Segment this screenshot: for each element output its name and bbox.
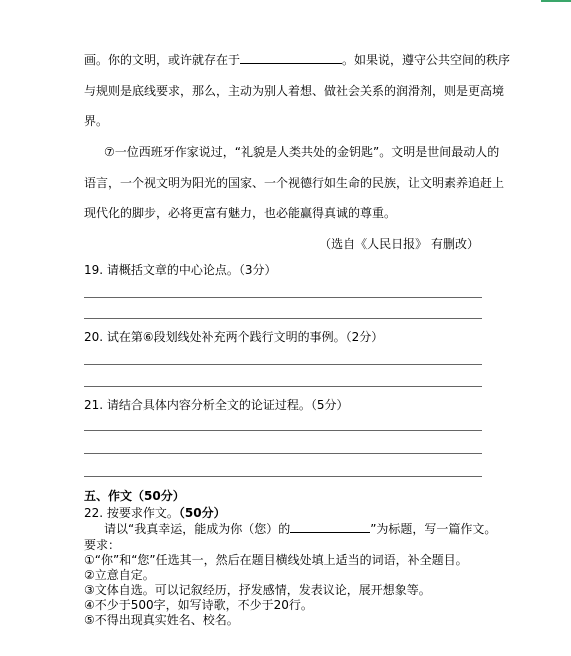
answer-line — [84, 364, 482, 365]
writing-prompt — [104, 520, 496, 537]
prompt-text: ”为标题，写一篇作文。 — [370, 522, 497, 536]
answer-line — [84, 430, 482, 431]
fill-blank-line — [240, 53, 342, 64]
prompt-text: 请以“我真幸运，能成为你（您）的 — [104, 522, 291, 536]
answer-line — [84, 453, 482, 454]
requirements-title: 要求： — [84, 538, 121, 552]
requirement-4: ④不少于500字，如写诗歌，不少于20行。 — [84, 598, 313, 612]
article-text: 画。你的文明，或许就存在于 — [84, 53, 241, 67]
requirement-5: ⑤不得出现真实姓名、校名。 — [84, 613, 239, 627]
question-22-score: （50分） — [178, 506, 226, 520]
question-22 — [84, 504, 226, 521]
article-line-6: 现代化的脚步，必将更富有魅力，也必能赢得真诚的尊重。 — [84, 206, 397, 220]
article-line-3: 界。 — [84, 114, 109, 128]
article-line-2: 与规则是底线要求，那么，主动为别人着想、做社会关系的润滑剂，则是更高境 — [84, 84, 505, 98]
requirement-2: ②立意自定。 — [84, 568, 155, 582]
article-line-4: ⑦一位西班牙作家说过，“礼貌是人类共处的金钥匙”。文明是世间最动人的 — [104, 145, 500, 159]
article-source: （选自《人民日报》 有删改） — [319, 237, 479, 251]
corner-accent — [541, 0, 571, 2]
title-blank-line — [290, 522, 370, 533]
article-text: 。如果说，遵守公共空间的秩序 — [342, 53, 511, 67]
answer-line — [84, 297, 482, 298]
section-title: 五、作文（50分） — [84, 489, 185, 503]
question-20: 20. 试在第⑥段划线处补充两个践行文明的事例。（2分） — [84, 330, 384, 344]
answer-line — [84, 386, 482, 387]
question-21: 21. 请结合具体内容分析全文的论证过程。（5分） — [84, 398, 349, 412]
requirement-1: ①“你”和“您”任选其一，然后在题目横线处填上适当的词语，补全题目。 — [84, 553, 468, 567]
question-22-text: 22. 按要求作文。 — [84, 506, 179, 520]
article-line-1 — [84, 53, 510, 67]
answer-line — [84, 318, 482, 319]
answer-line — [84, 476, 482, 477]
article-line-5: 语言，一个视文明为阳光的国家、一个视德行如生命的民族，让文明素养追赶上 — [84, 176, 505, 190]
requirement-3: ③文体自选。可以记叙经历，抒发感情，发表议论，展开想象等。 — [84, 583, 431, 597]
question-19: 19. 请概括文章的中心论点。（3分） — [84, 263, 277, 277]
